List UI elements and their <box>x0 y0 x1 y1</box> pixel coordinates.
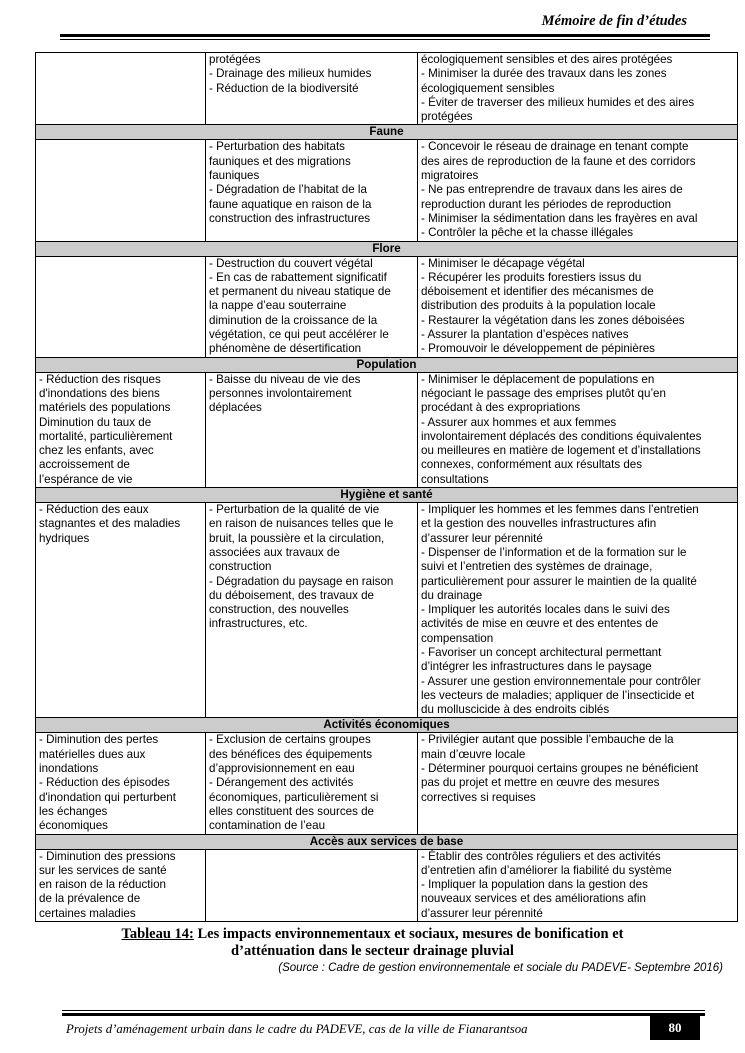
cell-line: écologiquement sensibles et des aires protégées <box>421 53 673 66</box>
cell-line: protégées <box>421 110 473 124</box>
cell-line: du déboisement, des travaux de <box>209 588 374 602</box>
cell-line: involontairement déplacés des conditions équivalentes <box>421 429 702 443</box>
cell-line: - Restaurer la végétation dans les zones déboisées <box>421 313 685 327</box>
cell-line: contamination de l’eau <box>209 819 326 833</box>
cell-line: économiques <box>39 819 108 833</box>
cell-line: - Drainage des milieux humides <box>209 67 372 81</box>
cell-line: ou meilleures en matière de logement et d’installations <box>421 444 701 458</box>
cell-line: - Perturbation de la qualité de vie <box>209 503 380 517</box>
cell-line: elles constituent des sources de <box>209 804 374 818</box>
table-row <box>36 256 738 357</box>
cell-line: d’approvisionnement en eau <box>209 762 355 776</box>
cell-line: certaines maladies <box>39 906 136 920</box>
mitigation-cell <box>418 849 738 921</box>
cell-line: la nappe d’eau souterraine <box>209 299 347 313</box>
cell-line: - Dispenser de l’information et de la formation sur le <box>421 545 687 559</box>
cell-line: construction <box>209 560 272 574</box>
cell-line: - Impliquer les autorités locales dans le suivi des <box>421 603 670 617</box>
section-row <box>36 834 738 849</box>
cell-line: - Réduction des eaux <box>39 503 149 517</box>
cell-line: - Minimiser le déplacement de populations en <box>421 372 655 386</box>
cell-line: suivi et l’entretien des systèmes de drainage, <box>421 560 653 574</box>
cell-line: phénomène de désertification <box>209 342 362 356</box>
impact-negative-cell <box>206 372 418 487</box>
cell-line: - Contrôler la pêche et la chasse illégales <box>421 226 634 240</box>
header-rule-thin <box>60 39 710 40</box>
footer-rule <box>62 1013 705 1016</box>
cell-line: d’assurer leur pérennité <box>421 531 543 545</box>
cell-line: - Promouvoir le développement de pépinières <box>421 342 655 356</box>
section-row <box>36 125 738 140</box>
cell-line: sur les services de santé <box>39 863 167 877</box>
cell-line: déplacées <box>209 401 262 415</box>
cell-line: consultations <box>421 472 489 486</box>
cell-line: reproduction durant les périodes de reproduction <box>421 197 672 211</box>
header-rule <box>60 34 710 37</box>
cell-line: - Minimiser le décapage végétal <box>421 256 585 270</box>
cell-line: Diminution du taux de <box>39 415 152 429</box>
cell-line: d'inondation qui perturbent <box>39 790 176 804</box>
cell-line: - Réduction des épisodes <box>39 776 170 790</box>
cell-line: fauniques et des migrations <box>209 154 351 168</box>
cell-line: d'inondations des biens <box>39 386 160 400</box>
page-number: 80 <box>650 1016 700 1040</box>
caption-label: Tableau 14: <box>121 926 194 942</box>
mitigation-cell <box>418 140 738 241</box>
cell-line: hydriques <box>39 531 90 545</box>
mitigation-cell <box>418 53 738 125</box>
impact-negative-cell <box>206 256 418 357</box>
cell-line: - Récupérer les produits forestiers issus du <box>421 270 642 284</box>
cell-line: du molluscicide à des endroits ciblés <box>421 703 610 717</box>
cell-line: végétation, ce qui peut accélérer le <box>209 328 389 342</box>
cell-line: et permanent du niveau statique de <box>209 285 391 299</box>
table-row <box>36 849 738 921</box>
section-heading: Accès aux services de base <box>36 834 738 849</box>
cell-line: les échanges <box>39 804 108 818</box>
cell-line: - Destruction du couvert végétal <box>209 256 373 270</box>
cell-line: - Éviter de traverser des milieux humides et des aires <box>421 95 695 109</box>
section-row <box>36 718 738 733</box>
cell-line: - Assurer une gestion environnementale pour contrôler <box>421 674 701 688</box>
section-heading: Faune <box>36 125 738 140</box>
cell-line: fauniques <box>209 169 260 183</box>
section-row <box>36 241 738 256</box>
cell-line: personnes involontairement <box>209 386 352 400</box>
table-row <box>36 733 738 834</box>
cell-line: diminution de la croissance de la <box>209 313 378 327</box>
cell-line: - Réduction de la biodiversité <box>209 81 359 95</box>
cell-line: faune aquatique en raison de la <box>209 197 372 211</box>
cell-line: - Dégradation du paysage en raison <box>209 574 394 588</box>
cell-line: chez les enfants, avec <box>39 444 154 458</box>
cell-line: - Diminution des pertes <box>39 733 159 747</box>
cell-line: - Perturbation des habitats <box>209 140 345 154</box>
cell-line: distribution des produits à la population locale <box>421 299 656 313</box>
cell-line: connexes, conformément aux résultats des <box>421 458 643 472</box>
cell-line: - Baisse du niveau de vie des <box>209 372 361 386</box>
cell-line: d’intégrer les infrastructures dans le paysage <box>421 660 652 674</box>
cell-line: de la prévalence de <box>39 892 141 906</box>
cell-line: particulièrement pour assurer le maintien de la qualité <box>421 574 697 588</box>
cell-line: - Exclusion de certains groupes <box>209 733 371 747</box>
table-caption <box>0 926 745 960</box>
cell-line: matérielles dues aux <box>39 747 146 761</box>
section-heading: Flore <box>36 241 738 256</box>
cell-line: accroissement de <box>39 458 130 472</box>
cell-line: du drainage <box>421 588 483 602</box>
cell-line: - Concevoir le réseau de drainage en tenant compte <box>421 140 689 154</box>
cell-line: bruit, la poussière et la circulation, <box>209 531 385 545</box>
table-row <box>36 53 738 125</box>
impact-negative-cell <box>206 733 418 834</box>
cell-line: - Impliquer les hommes et les femmes dans l’entretien <box>421 503 699 517</box>
cell-line: compensation <box>421 631 494 645</box>
cell-line: - Dérangement des activités <box>209 776 354 790</box>
cell-line: d’assurer leur pérennité <box>421 906 543 920</box>
impact-negative-cell <box>206 503 418 718</box>
cell-line: migratoires <box>421 169 479 183</box>
impact-positive-cell <box>36 53 206 125</box>
footer-rule-thin <box>62 1010 705 1011</box>
mitigation-cell <box>418 503 738 718</box>
section-row <box>36 488 738 503</box>
mitigation-cell <box>418 256 738 357</box>
cell-line: activités de mise en œuvre et des ententes de <box>421 617 659 631</box>
cell-line: l’espérance de vie <box>39 472 133 486</box>
cell-line: déboisement et identifier des mécanismes de <box>421 285 654 299</box>
cell-line: - Diminution des pressions <box>39 849 176 863</box>
footer-text: Projets d’aménagement urbain dans le cadre du PADEVE, cas de la ville de Fianarantsoa <box>66 1022 528 1036</box>
cell-line: construction, des nouvelles <box>209 603 349 617</box>
cell-line: économiques, particulièrement si <box>209 790 379 804</box>
cell-line: - Minimiser la durée des travaux dans les zones <box>421 67 667 81</box>
cell-line: - Établir des contrôles réguliers et des activités <box>421 849 661 863</box>
cell-line: - Déterminer pourquoi certains groupes ne bénéficient <box>421 762 699 776</box>
section-heading: Activités économiques <box>36 718 738 733</box>
cell-line: - En cas de rabattement significatif <box>209 270 387 284</box>
cell-line: correctives si requises <box>421 790 536 804</box>
cell-line: en raison de nuisances telles que le <box>209 517 394 531</box>
impact-positive-cell <box>36 256 206 357</box>
mitigation-cell <box>418 372 738 487</box>
caption-line1: Les impacts environnementaux et sociaux, mesures de bonification et <box>193 926 624 942</box>
impacts-table <box>35 52 738 922</box>
cell-line: des bénéfices des équipements <box>209 747 373 761</box>
cell-line: matériels des populations <box>39 401 171 415</box>
cell-line: - Favoriser un concept architectural permettant <box>421 645 662 659</box>
impact-positive-cell <box>36 140 206 241</box>
cell-line: mortalité, particulièrement <box>39 429 173 443</box>
cell-line: pas du projet et mettre en œuvre des mesures <box>421 776 660 790</box>
cell-line: et la gestion des nouvelles infrastructures afin <box>421 517 657 531</box>
table-row <box>36 503 738 718</box>
cell-line: - Minimiser la sédimentation dans les frayères en aval <box>421 211 698 225</box>
cell-line: en raison de la réduction <box>39 878 166 892</box>
section-heading: Hygiène et santé <box>36 488 738 503</box>
mitigation-cell <box>418 733 738 834</box>
cell-line: associées aux travaux de <box>209 545 340 559</box>
cell-line: - Assurer la plantation d’espèces natives <box>421 328 629 342</box>
cell-line: - Assurer aux hommes et aux femmes <box>421 415 617 429</box>
header-title: Mémoire de fin d’études <box>541 13 687 29</box>
table-row <box>36 140 738 241</box>
cell-line: nouveaux services et des améliorations afin <box>421 892 646 906</box>
cell-line: - Impliquer la population dans la gestion des <box>421 878 648 892</box>
cell-line: procédant à des expropriations <box>421 401 581 415</box>
impact-negative-cell <box>206 849 418 921</box>
source-note: (Source : Cadre de gestion environnementale et sociale du PADEVE- Septembre 2016) <box>278 962 723 974</box>
impact-positive-cell <box>36 372 206 487</box>
cell-line: négociant le passage des emprises plutôt qu’en <box>421 386 666 400</box>
cell-line: inondations <box>39 762 99 776</box>
table-row <box>36 372 738 487</box>
cell-line: d’entretien afin d’améliorer la fiabilité du système <box>421 863 672 877</box>
impact-positive-cell <box>36 503 206 718</box>
cell-line: les vecteurs de maladies; appliquer de l’insecticide et <box>421 688 695 702</box>
section-heading: Population <box>36 357 738 372</box>
cell-line: - Dégradation de l’habitat de la <box>209 183 367 197</box>
cell-line: - Ne pas entreprendre de travaux dans les aires de <box>421 183 683 197</box>
cell-line: - Privilégier autant que possible l’embauche de la <box>421 733 674 747</box>
section-row <box>36 357 738 372</box>
cell-line: protégées <box>209 53 261 66</box>
cell-line: main d’œuvre locale <box>421 747 526 761</box>
impact-positive-cell <box>36 849 206 921</box>
impact-positive-cell <box>36 733 206 834</box>
caption-line2: d’atténuation dans le secteur drainage pluvial <box>231 943 514 959</box>
impact-negative-cell <box>206 53 418 125</box>
impact-negative-cell <box>206 140 418 241</box>
cell-line: construction des infrastructures <box>209 211 371 225</box>
cell-line: écologiquement sensibles <box>421 81 555 95</box>
cell-line: infrastructures, etc. <box>209 617 308 631</box>
cell-line: stagnantes et des maladies <box>39 517 181 531</box>
cell-line: des aires de reproduction de la faune et des corridors <box>421 154 696 168</box>
cell-line: - Réduction des risques <box>39 372 161 386</box>
